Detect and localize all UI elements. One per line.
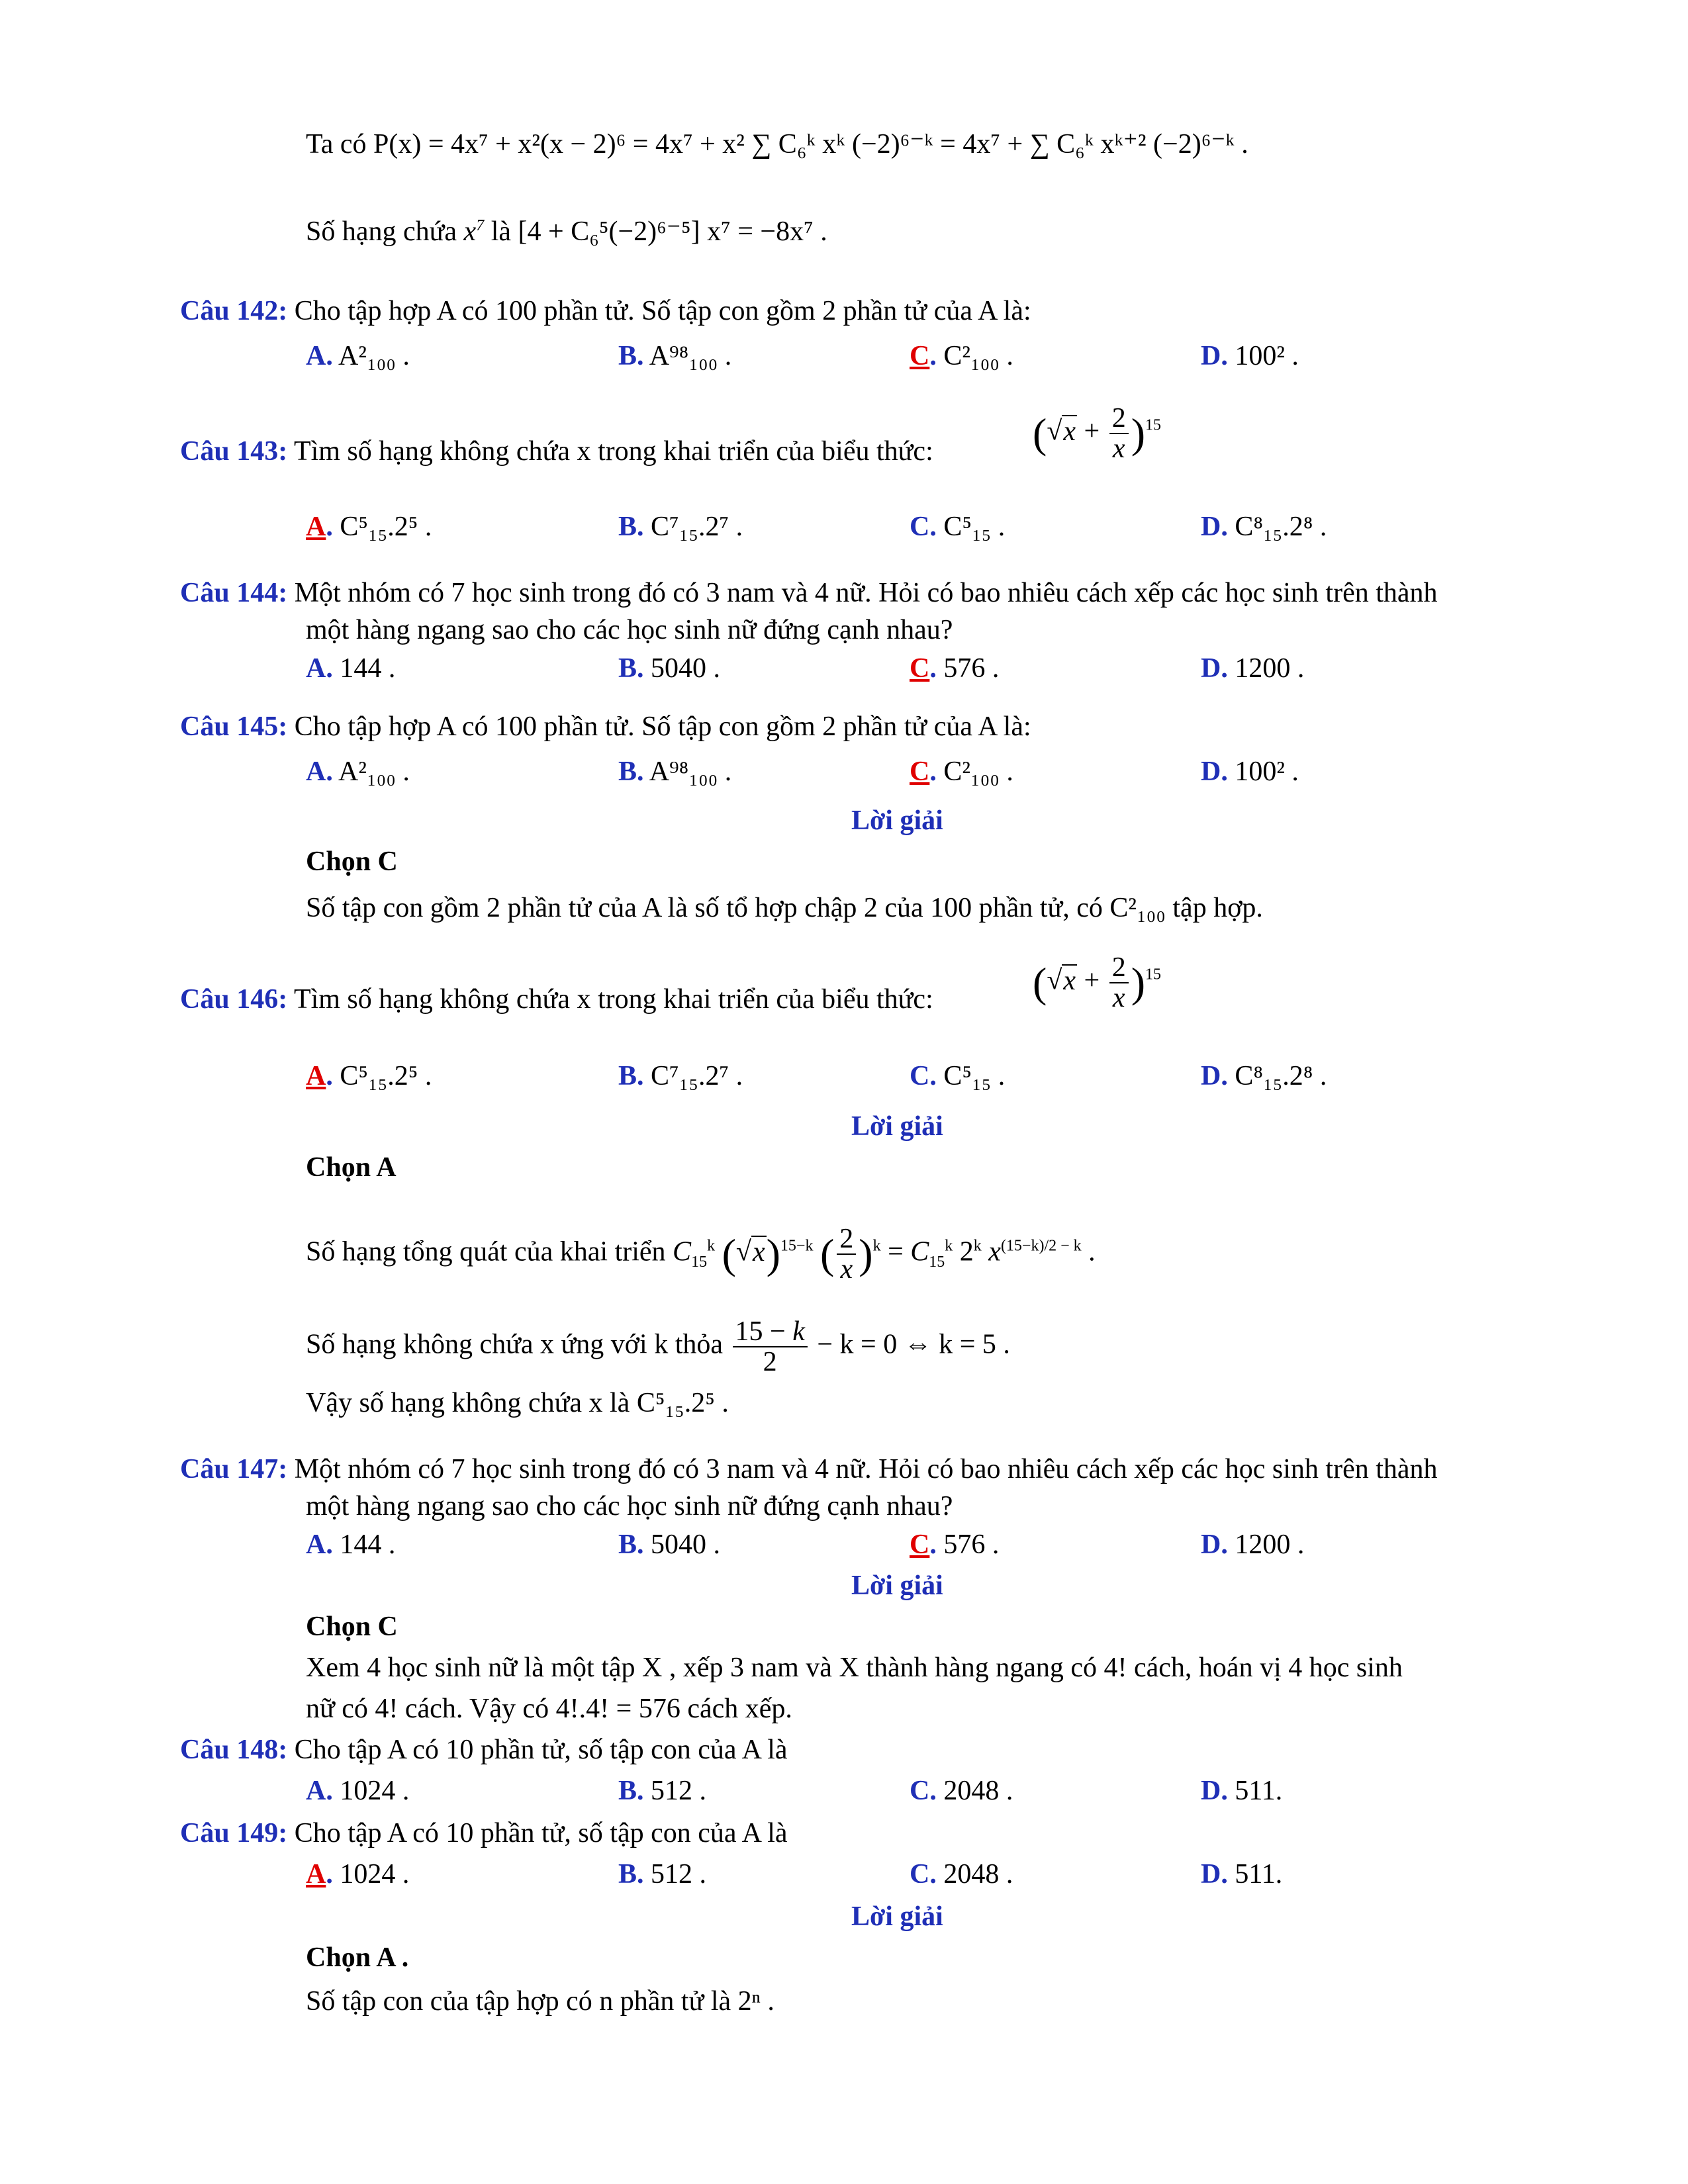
q148-option-b-value: 512 .	[651, 1776, 707, 1806]
q146-solution-2: Số hạng không chứa x ứng với k thỏa $\frac{15 - k}{2}$ − k = 0 ⇔ k = 5 .	[306, 1316, 1010, 1377]
q146-solution-2-text: Số hạng không chứa x ứng với k thỏa	[306, 1329, 723, 1360]
q146-option-d-value: C⁸₁₅.2⁸ .	[1235, 1061, 1327, 1091]
q142-label: Câu 142:	[180, 296, 288, 326]
intro-formula-2: [4 + C₆⁵(−2)⁶⁻⁵] x⁷ = −8x⁷ .	[518, 216, 827, 247]
q149-solution-heading: Lời giải	[851, 1901, 943, 1932]
q149-option-c[interactable]: C. 2048 .	[910, 1859, 1013, 1889]
q147-solution-2: nữ có 4! cách. Vậy có 4!.4! = 576 cách xếp.	[306, 1694, 792, 1724]
intro-2-prefix: Số hạng chứa	[306, 216, 457, 247]
q147-solution-1: Xem 4 học sinh nữ là một tập X , xếp 3 nam và X thành hàng ngang có 4! cách, hoán vị 4 học sinh	[306, 1653, 1403, 1683]
q143-expression: (√x + $\frac{2}{x}$ )$^{15}$	[1033, 403, 1162, 464]
q142-option-b-value: A⁹⁸₁₀₀ .	[649, 341, 732, 371]
q147-solution-heading: Lời giải	[851, 1570, 943, 1601]
q143-option-a[interactable]: A. C⁵₁₅.2⁵ .	[306, 512, 432, 542]
q147-option-a[interactable]: A. 144 .	[306, 1529, 396, 1560]
q145-stem	[180, 709, 1031, 744]
q147-option-b[interactable]: B. 5040 .	[618, 1529, 721, 1560]
q144-option-b-value: 5040 .	[651, 653, 721, 684]
q143-option-d-value: C⁸₁₅.2⁸ .	[1235, 512, 1327, 542]
q145-option-b-value: A⁹⁸₁₀₀ .	[649, 756, 732, 787]
q146-option-a[interactable]: A. C⁵₁₅.2⁵ .	[306, 1061, 432, 1091]
q148-option-b[interactable]: B. 512 .	[618, 1776, 707, 1806]
q144-label: Câu 144:	[180, 578, 288, 608]
intro-prefix: Ta có	[306, 129, 367, 159]
q144-text-2: một hàng ngang sao cho các học sinh nữ đứng cạnh nhau?	[306, 615, 953, 645]
q146-option-c-value: C⁵₁₅ .	[943, 1061, 1006, 1091]
q149-chosen-answer: Chọn A .	[306, 1942, 409, 1973]
q147-option-b-value: 5040 .	[651, 1529, 721, 1560]
q146-chosen-answer: Chọn A	[306, 1152, 397, 1183]
q146-solution-3: Vậy số hạng không chứa x là C⁵₁₅.2⁵ .	[306, 1388, 729, 1418]
q142-text: Cho tập hợp A có 100 phần tử. Số tập con gồm 2 phần tử của A là:	[294, 296, 1031, 326]
q143-text: Tìm số hạng không chứa x trong khai triển của biểu thức:	[293, 436, 933, 467]
q143-label: Câu 143:	[180, 436, 288, 467]
q146-option-b-value: C⁷₁₅.2⁷ .	[651, 1061, 743, 1091]
q144-option-a-value: 144 .	[340, 653, 396, 684]
q142-stem	[180, 294, 1031, 328]
q145-option-d-value: 100² .	[1235, 756, 1299, 787]
q148-option-c[interactable]: C. 2048 .	[910, 1776, 1013, 1806]
q149-text: Cho tập A có 10 phần tử, số tập con của A là	[294, 1818, 788, 1848]
q142-option-d-value: 100² .	[1235, 341, 1299, 371]
q142-option-b[interactable]: B. A⁹⁸₁₀₀ .	[618, 341, 732, 371]
q142-option-c-value: C²₁₀₀ .	[943, 341, 1013, 371]
q145-option-c[interactable]: C. C²₁₀₀ .	[910, 756, 1013, 787]
q143-option-c-value: C⁵₁₅ .	[943, 512, 1006, 542]
q147-option-d[interactable]: D. 1200 .	[1201, 1529, 1305, 1560]
q146-label: Câu 146:	[180, 984, 288, 1015]
q147-text-1: Một nhóm có 7 học sinh trong đó có 3 nam và 4 nữ. Hỏi có bao nhiêu cách xếp các học sinh trên thành	[294, 1454, 1438, 1484]
q148-option-d-value: 511.	[1235, 1776, 1283, 1806]
q142-option-c[interactable]: C. C²₁₀₀ .	[910, 341, 1013, 371]
q146-solution-2-math: − k = 0 ⇔ k = 5 .	[817, 1329, 1010, 1360]
q146-expression: (√x + $\frac{2}{x}$ )$^{15}$	[1033, 952, 1162, 1013]
q146-option-a-value: C⁵₁₅.2⁵ .	[340, 1061, 432, 1091]
q148-option-a[interactable]: A. 1024 .	[306, 1776, 410, 1806]
intro-2-var: $x^7$	[463, 216, 485, 247]
q143-option-d[interactable]: D. C⁸₁₅.2⁸ .	[1201, 512, 1327, 542]
q146-stem	[180, 982, 933, 1017]
q145-option-c-value: C²₁₀₀ .	[943, 756, 1013, 787]
q147-chosen-answer: Chọn C	[306, 1612, 398, 1642]
q148-option-c-value: 2048 .	[943, 1776, 1013, 1806]
q144-stem	[180, 576, 1438, 610]
q144-option-b[interactable]: B. 5040 .	[618, 653, 721, 684]
q142-option-a-value: A²₁₀₀ .	[338, 341, 410, 371]
q149-option-b[interactable]: B. 512 .	[618, 1859, 707, 1889]
q143-option-b[interactable]: B. C⁷₁₅.2⁷ .	[618, 512, 743, 542]
q142-option-a[interactable]: A. A²₁₀₀ .	[306, 341, 410, 371]
q145-label: Câu 145:	[180, 711, 288, 742]
q143-stem	[180, 434, 933, 469]
q149-option-a[interactable]: A. 1024 .	[306, 1859, 410, 1889]
q146-text: Tìm số hạng không chứa x trong khai triển của biểu thức:	[293, 984, 933, 1015]
q148-label: Câu 148:	[180, 1735, 288, 1765]
q149-solution-text: Số tập con của tập hợp có n phần tử là 2ⁿ .	[306, 1986, 774, 2017]
intro-line-1	[306, 127, 1248, 161]
q149-option-d-value: 511.	[1235, 1859, 1283, 1889]
q149-option-d[interactable]: D. 511.	[1201, 1859, 1283, 1889]
q149-stem	[180, 1816, 788, 1850]
q144-option-c[interactable]: C. 576 .	[910, 653, 1000, 684]
q145-option-a[interactable]: A. A²₁₀₀ .	[306, 756, 410, 787]
q146-option-b[interactable]: B. C⁷₁₅.2⁷ .	[618, 1061, 743, 1091]
q148-option-a-value: 1024 .	[340, 1776, 410, 1806]
q145-option-a-value: A²₁₀₀ .	[338, 756, 410, 787]
q146-option-d[interactable]: D. C⁸₁₅.2⁸ .	[1201, 1061, 1327, 1091]
q142-option-d[interactable]: D. 100² .	[1201, 341, 1299, 371]
q144-option-d-value: 1200 .	[1235, 653, 1305, 684]
q144-text-1: Một nhóm có 7 học sinh trong đó có 3 nam và 4 nữ. Hỏi có bao nhiêu cách xếp các học sinh trên thành	[294, 578, 1438, 608]
q146-solution-1-text: Số hạng tổng quát của khai triển	[306, 1236, 666, 1267]
q147-label: Câu 147:	[180, 1454, 288, 1484]
q147-option-c-value: 576 .	[943, 1529, 1000, 1560]
q145-option-d[interactable]: D. 100² .	[1201, 756, 1299, 787]
q143-option-c[interactable]: C. C⁵₁₅ .	[910, 512, 1006, 542]
q146-solution-1: Số hạng tổng quát của khai triển $C_{15}^k$ $(√x)^{15-k}$ ( $\frac{2}{x}$ )$^k = C_{15}^k$ 2$^k$ $x^{(15-k)/2 - k}$ .	[306, 1224, 1096, 1285]
q147-stem	[180, 1452, 1438, 1486]
q145-solution-heading: Lời giải	[851, 805, 943, 836]
q149-option-c-value: 2048 .	[943, 1859, 1013, 1889]
q149-label: Câu 149:	[180, 1818, 288, 1848]
q145-text: Cho tập hợp A có 100 phần tử. Số tập con gồm 2 phần tử của A là:	[294, 711, 1031, 742]
q148-text: Cho tập A có 10 phần tử, số tập con của A là	[294, 1735, 788, 1765]
q144-option-d[interactable]: D. 1200 .	[1201, 653, 1305, 684]
q147-option-a-value: 144 .	[340, 1529, 396, 1560]
q143-option-b-value: C⁷₁₅.2⁷ .	[651, 512, 743, 542]
q147-text-2: một hàng ngang sao cho các học sinh nữ đứng cạnh nhau?	[306, 1491, 953, 1522]
q149-option-a-value: 1024 .	[340, 1859, 410, 1889]
q148-option-d[interactable]: D. 511.	[1201, 1776, 1283, 1806]
q146-option-c[interactable]: C. C⁵₁₅ .	[910, 1061, 1006, 1091]
q149-option-b-value: 512 .	[651, 1859, 707, 1889]
q144-option-c-value: 576 .	[943, 653, 1000, 684]
q145-option-b[interactable]: B. A⁹⁸₁₀₀ .	[618, 756, 732, 787]
q148-stem	[180, 1733, 788, 1767]
q147-option-c[interactable]: C. 576 .	[910, 1529, 1000, 1560]
q144-option-a[interactable]: A. 144 .	[306, 653, 396, 684]
q143-option-a-value: C⁵₁₅.2⁵ .	[340, 512, 432, 542]
intro-2-mid: là	[491, 216, 512, 247]
q147-option-d-value: 1200 .	[1235, 1529, 1305, 1560]
q145-solution-text: Số tập con gồm 2 phần tử của A là số tổ hợp chập 2 của 100 phần tử, có C²₁₀₀ tập hợp.	[306, 893, 1263, 923]
intro-line-2	[306, 214, 827, 249]
q146-solution-heading: Lời giải	[851, 1111, 943, 1142]
intro-formula-1: P(x) = 4x⁷ + x²(x − 2)⁶ = 4x⁷ + x² ∑ C₆ᵏ xᵏ (−2)⁶⁻ᵏ = 4x⁷ + ∑ C₆ᵏ xᵏ⁺² (−2)⁶⁻ᵏ .	[373, 129, 1248, 159]
q145-chosen-answer: Chọn C	[306, 846, 398, 877]
